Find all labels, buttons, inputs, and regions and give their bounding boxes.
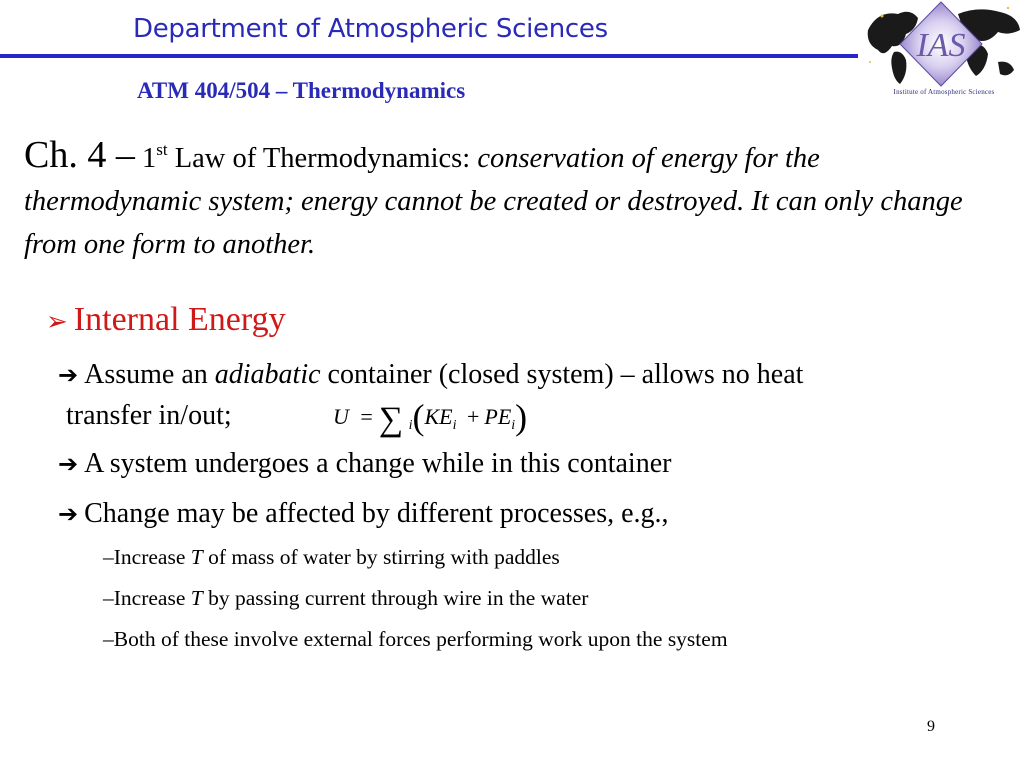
- header-rule: [0, 54, 868, 58]
- subitem-text: by passing current through wire in the water: [208, 586, 589, 610]
- sub-list-item: [103, 586, 588, 611]
- arrowhead-bullet-icon: ➢: [46, 307, 68, 337]
- item-text: container (closed system) – allows no heat: [327, 359, 804, 390]
- eq-paren-close: ): [515, 397, 528, 437]
- list-item: [58, 448, 671, 480]
- item-text: A system undergoes a change while in this container: [84, 448, 672, 479]
- subitem-text: –Increase: [103, 586, 186, 610]
- sub-list-item: –Both of these involve external forces performing work upon the system: [103, 627, 728, 651]
- law-definition: conservation of energy for the thermodynamic system; energy cannot be created or destroyed. It can only change from one form to another.: [24, 143, 963, 260]
- eq-lhs: U: [333, 404, 349, 429]
- eq-index: i: [452, 418, 457, 433]
- eq-paren-open: (: [412, 397, 425, 437]
- eq-term1: KE: [424, 404, 453, 429]
- subitem-emphasis: T: [190, 545, 203, 569]
- internal-energy-equation: [333, 396, 527, 439]
- eq-index: i: [511, 418, 516, 433]
- chapter-heading: [24, 134, 999, 266]
- section-heading: [46, 301, 286, 339]
- item-text: Change may be affected by different processes, e.g.,: [84, 498, 669, 529]
- logo-caption: Institute of Atmospheric Sciences: [893, 88, 995, 96]
- right-arrow-icon: ➔: [58, 500, 79, 528]
- eq-term2: PE: [484, 404, 512, 429]
- sub-list-item: [103, 545, 560, 570]
- course-title: ATM 404/504 – Thermodynamics: [137, 78, 466, 103]
- ias-logo: [858, 0, 1024, 102]
- department-title: Department of Atmospheric Sciences: [133, 14, 608, 44]
- list-item: [58, 359, 803, 391]
- item-text: Assume an: [84, 359, 208, 390]
- logo-text: IAS: [916, 27, 966, 64]
- right-arrow-icon: ➔: [58, 361, 79, 389]
- subitem-emphasis: T: [190, 586, 203, 610]
- law-title: Law of Thermodynamics:: [174, 143, 471, 174]
- section-heading-text: Internal Energy: [73, 301, 286, 338]
- chapter-prefix: Ch. 4 –: [24, 134, 135, 176]
- law-superscript: st: [156, 140, 168, 159]
- page-number: 9: [927, 718, 935, 735]
- summation-icon: ∑: [378, 401, 404, 438]
- law-number: 1: [141, 143, 157, 174]
- eq-equals: =: [360, 404, 373, 429]
- eq-index: i: [408, 418, 413, 433]
- list-item: [58, 498, 669, 530]
- subitem-text: –Increase: [103, 545, 186, 569]
- subitem-text: of mass of water by stirring with paddles: [208, 545, 560, 569]
- list-item-continuation: transfer in/out;: [66, 400, 232, 431]
- right-arrow-icon: ➔: [58, 450, 79, 478]
- eq-plus: +: [466, 404, 480, 429]
- item-emphasis: adiabatic: [214, 359, 321, 390]
